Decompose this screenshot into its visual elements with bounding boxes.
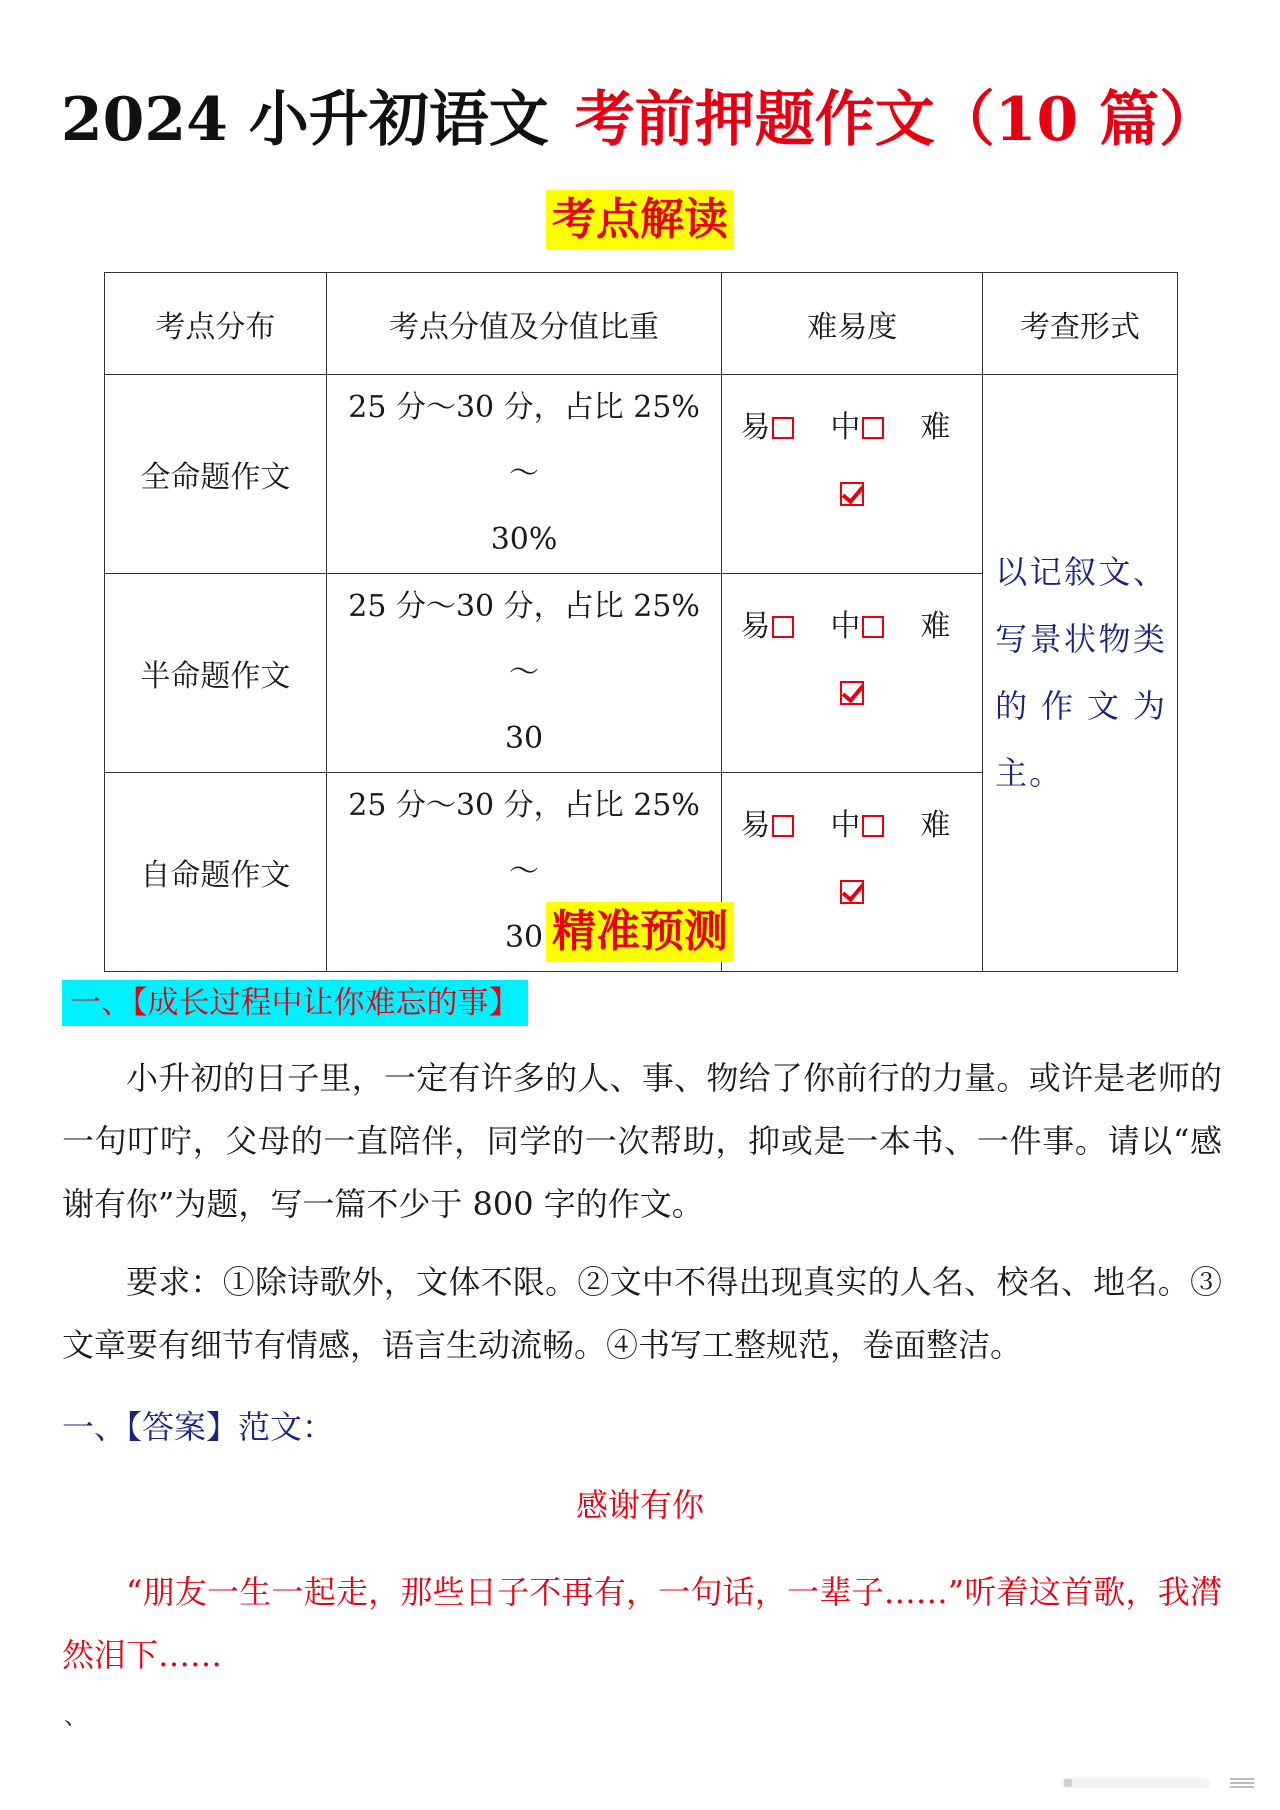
table-header-cell: 考查形式 bbox=[983, 273, 1178, 375]
table-header-cell: 考点分布 bbox=[105, 273, 327, 375]
stray-mark: 、 bbox=[64, 1702, 88, 1730]
page-indicator-icon bbox=[1060, 1776, 1260, 1790]
row-name: 全命题作文 bbox=[105, 375, 327, 574]
option-hard: 难 bbox=[920, 609, 951, 644]
answer-prefix: 一、 bbox=[62, 1408, 127, 1446]
answer-label bbox=[62, 1402, 334, 1452]
prompt-paragraph: 小升初的日子里，一定有许多的人、事、物给了你前行的力量。或许是老师的一句叮咛，父母的一直陪伴，同学的一次帮助，抑或是一本书、一件事。请以“感谢有你”为题，写一篇不少于 800 字的作文。 bbox=[62, 1059, 1222, 1223]
row-difficulty bbox=[722, 574, 983, 773]
score-line: 30 bbox=[504, 920, 544, 955]
exam-form-text-end: 主。 bbox=[995, 754, 1064, 792]
option-medium-label: 中 bbox=[830, 808, 861, 843]
row-score bbox=[326, 375, 722, 574]
option-easy-label: 易 bbox=[740, 609, 771, 644]
checkbox-empty-icon[interactable] bbox=[772, 417, 794, 439]
row-score bbox=[326, 574, 722, 773]
checkbox-checked-icon[interactable] bbox=[840, 880, 864, 904]
checkbox-checked-icon[interactable] bbox=[840, 681, 864, 705]
table-header-cell: 考点分值及分值比重 bbox=[326, 273, 722, 375]
exam-form-text: 以记叙文、写景状物类的作文为 bbox=[995, 553, 1167, 725]
score-line: 25 分～30 分，占比 25%～ bbox=[348, 589, 700, 690]
answer-suffix: 范文： bbox=[238, 1408, 335, 1446]
row-difficulty bbox=[722, 375, 983, 574]
option-easy bbox=[740, 793, 794, 859]
option-medium bbox=[830, 793, 884, 859]
option-easy bbox=[740, 395, 794, 461]
option-medium-label: 中 bbox=[830, 410, 861, 445]
topic-tag: 一、【成长过程中让你难忘的事】 bbox=[62, 980, 528, 1026]
score-line: 30 bbox=[504, 721, 544, 756]
exam-form-cell bbox=[983, 375, 1178, 972]
checkbox-empty-icon[interactable] bbox=[772, 815, 794, 837]
checkbox-empty-icon[interactable] bbox=[772, 616, 794, 638]
requirements-paragraph: 要求：①除诗歌外，文体不限。②文中不得出现真实的人名、校名、地名。③文章要有细节有情感，语言生动流畅。④书写工整规范，卷面整洁。 bbox=[62, 1263, 1222, 1364]
essay-title: 感谢有你 bbox=[575, 1486, 704, 1524]
essay-paragraph: “朋友一生一起走，那些日子不再有，一句话，一辈子……”听着这首歌，我潸然泪下…… bbox=[62, 1573, 1222, 1674]
section-heading-analysis-label: 考点解读 bbox=[546, 190, 734, 250]
table-row bbox=[105, 375, 1178, 574]
checkbox-checked-icon[interactable] bbox=[840, 482, 864, 506]
table-header-row bbox=[105, 273, 1178, 375]
option-easy-label: 易 bbox=[740, 410, 771, 445]
exam-point-table bbox=[104, 272, 1178, 972]
table-header-cell: 难易度 bbox=[722, 273, 983, 375]
section-heading-prediction-label: 精准预测 bbox=[546, 902, 734, 962]
option-hard: 难 bbox=[920, 410, 951, 445]
page-title bbox=[0, 80, 1280, 160]
checkbox-empty-icon[interactable] bbox=[862, 417, 884, 439]
option-easy-label: 易 bbox=[740, 808, 771, 843]
row-name: 半命题作文 bbox=[105, 574, 327, 773]
score-line: 30% bbox=[490, 522, 558, 557]
checkbox-empty-icon[interactable] bbox=[862, 616, 884, 638]
option-medium bbox=[830, 594, 884, 660]
option-easy bbox=[740, 594, 794, 660]
option-medium-label: 中 bbox=[830, 609, 861, 644]
row-name: 自命题作文 bbox=[105, 773, 327, 972]
title-highlight: 考前押题作文（10 篇） bbox=[574, 85, 1220, 155]
section-heading-analysis bbox=[0, 190, 1280, 250]
score-line: 25 分～30 分，占比 25%～ bbox=[348, 390, 700, 491]
answer-tag: 【答案】 bbox=[126, 1408, 239, 1446]
option-hard: 难 bbox=[920, 808, 951, 843]
score-line: 25 分～30 分，占比 25%～ bbox=[348, 788, 700, 889]
title-main: 2024 小升初语文 bbox=[60, 85, 549, 155]
checkbox-empty-icon[interactable] bbox=[862, 815, 884, 837]
option-medium bbox=[830, 395, 884, 461]
section-heading-prediction bbox=[0, 902, 1280, 962]
